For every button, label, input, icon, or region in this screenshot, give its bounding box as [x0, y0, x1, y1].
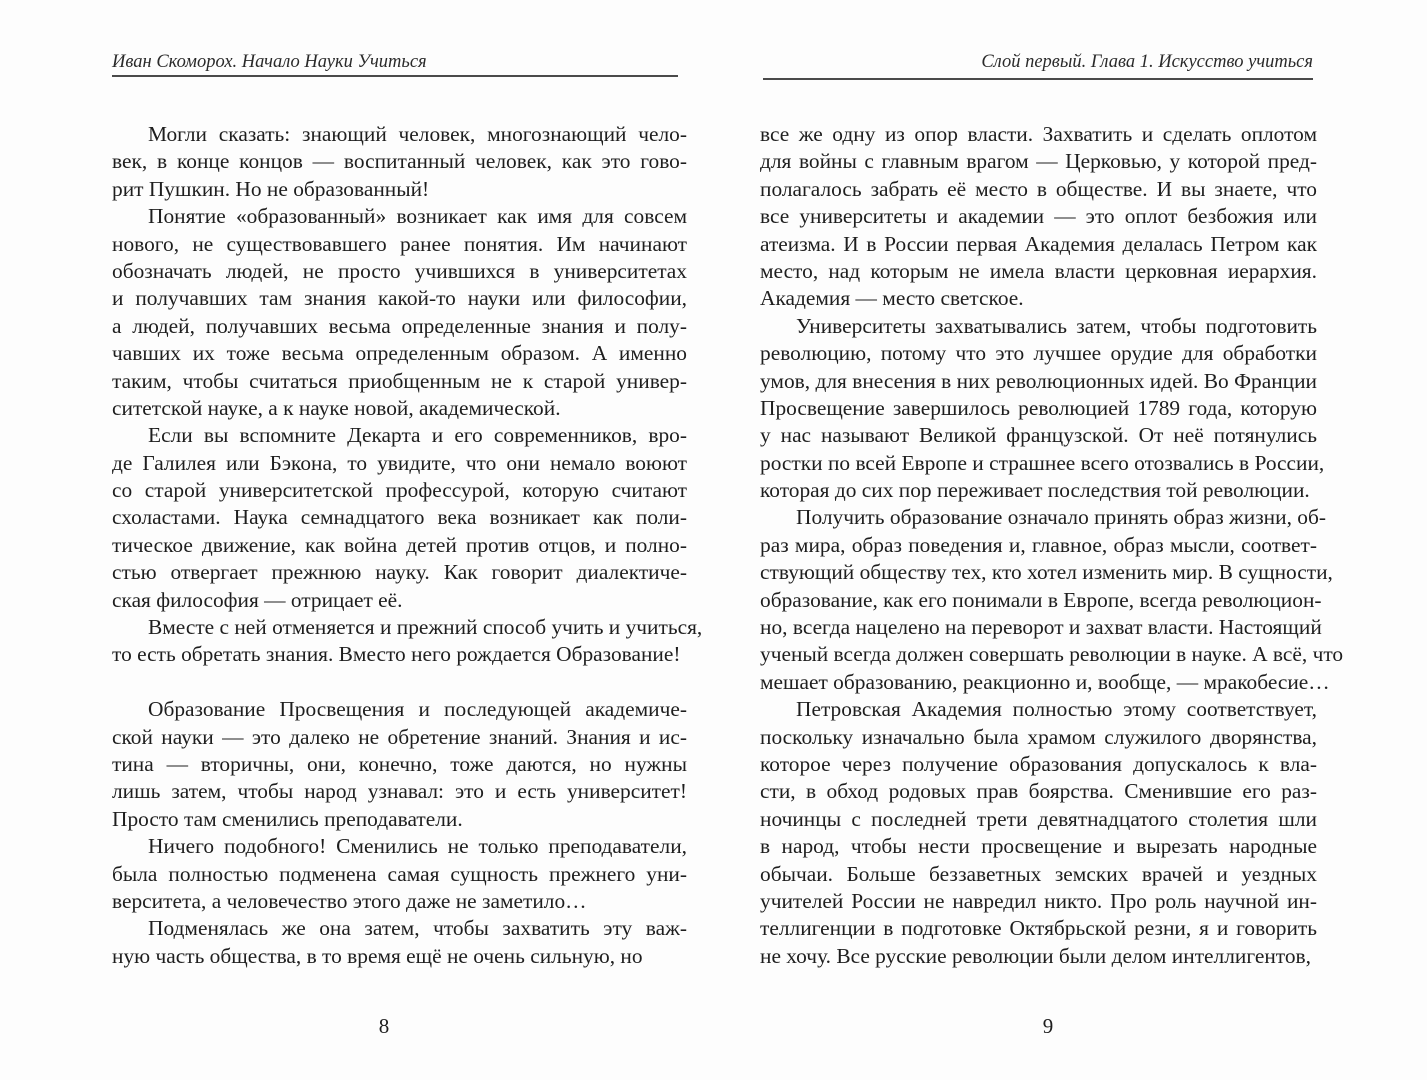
text-line: теллигенции в подготовке Октябрьской резни, я и говорить — [760, 916, 1317, 941]
text-line: стью отвергает прежнюю науку. Как говорит диалектиче- — [112, 560, 687, 585]
text-line: верситета, а человечество этого даже не заметило… — [112, 888, 587, 913]
text-line: ситетской науке, а к науке новой, академической. — [112, 395, 561, 420]
text-line: то есть обретать знания. Вместо него рождается Образование! — [112, 642, 681, 667]
paragraph — [760, 504, 1344, 696]
section-break — [112, 669, 687, 696]
body-text-right — [760, 121, 1344, 970]
paragraph — [760, 313, 1325, 505]
paragraph — [112, 614, 703, 669]
text-line: не хочу. Все русские революции были делом интеллигентов, — [760, 943, 1311, 968]
text-line: которая до сих пор переживает последствия той революции. — [760, 478, 1310, 503]
text-line: образование, как его понимали в Европе, всегда революцион- — [760, 587, 1322, 612]
paragraph — [760, 696, 1317, 970]
text-line: обозначать людей, не просто учившихся в университетах — [112, 258, 687, 283]
right-page — [713, 0, 1427, 1080]
left-page — [0, 0, 713, 1080]
text-line: поскольку изначально была храмом служилого дворянства, — [760, 724, 1317, 749]
page-number-right: 9 — [1042, 1014, 1054, 1038]
header-rule-right — [763, 78, 1313, 80]
text-line: тическое движение, как война детей против отцов, и полно- — [112, 532, 687, 557]
text-line: место, над которым не имела власти церковная иерархия. — [760, 258, 1317, 283]
text-line: и получавших там знания какой-то науки или философии, — [112, 286, 687, 311]
text-line: лишь затем, чтобы народ узнавал: это и есть университет! — [112, 779, 687, 804]
page-number-left: 8 — [378, 1014, 390, 1038]
text-line: век, в конце концов — воспитанный человек, как это гово- — [112, 149, 687, 174]
text-line: Академия — место светское. — [760, 286, 1024, 311]
text-line: де Галилея или Бэкона, то увидите, что они немало воюют — [112, 450, 687, 475]
text-line: Ничего подобного! Сменились не только преподаватели, — [148, 834, 687, 859]
text-line: Образование Просвещения и последующей академиче- — [148, 697, 687, 722]
text-line: ская философия — отрицает её. — [112, 587, 403, 612]
paragraph — [112, 696, 687, 833]
text-line: таким, чтобы считаться приобщенным не к старой универ- — [112, 368, 687, 393]
text-line: в народ, чтобы нести просвещение и вырезать народные — [760, 834, 1317, 859]
text-line: для войны с главным врагом — Церковью, у которой пред- — [760, 149, 1317, 174]
text-line: Понятие «образованный» возникает как имя для совсем — [148, 204, 687, 229]
text-line: Университеты захватывались затем, чтобы подготовить — [796, 313, 1317, 338]
text-line: чавших их тоже весьма определенным образом. А именно — [112, 341, 687, 366]
paragraph — [112, 915, 687, 970]
text-line: Получить образование означало принять образ жизни, об- — [796, 505, 1326, 530]
text-line: все же одну из опор власти. Захватить и сделать оплотом — [760, 122, 1317, 146]
paragraph — [112, 422, 687, 614]
text-line: была полностью подменена самая сущность прежнего уни- — [112, 861, 687, 886]
text-line: тина — вторичны, они, конечно, тоже даются, но нужны — [112, 751, 687, 776]
text-line: но, всегда нацелено на переворот и захват власти. Настоящий — [760, 615, 1322, 640]
paragraph — [112, 121, 687, 203]
text-line: ствующий обществу тех, кто хотел изменить мир. В сущности, — [760, 560, 1333, 585]
text-line: ночинцы с последней трети девятнадцатого столетия шли — [760, 806, 1317, 831]
text-line: атеизма. И в России первая Академия делалась Петром как — [760, 231, 1317, 256]
body-text-left — [112, 121, 703, 970]
text-line: рит Пушкин. Но не образованный! — [112, 176, 430, 201]
text-line: раз мира, образ поведения и, главное, образ мысли, соответ- — [760, 532, 1317, 557]
text-line: все университеты и академии — это оплот безбожия или — [760, 204, 1317, 229]
text-line: ской науки — это далеко не обретение знаний. Знания и ис- — [112, 724, 687, 749]
text-line: Если вы вспомните Декарта и его современников, вро- — [148, 423, 687, 448]
text-line: сти, в обход родовых прав боярства. Сменившие его раз- — [760, 779, 1317, 804]
paragraph — [112, 203, 687, 422]
running-head-left: Иван Скоморох. Начало Науки Учиться — [112, 52, 427, 72]
text-line: Подменялась же она затем, чтобы захватить эту важ- — [148, 916, 687, 941]
text-line: мешает образованию, реакционно и, вообще, — мракобесие… — [760, 669, 1330, 694]
running-head-right: Слой первый. Глава 1. Искусство учиться — [981, 52, 1313, 72]
text-line: Петровская Академия полностью этому соответствует, — [796, 697, 1317, 722]
text-line: обычаи. Больше беззаветных земских врачей и уездных — [760, 861, 1317, 886]
text-line: ную часть общества, в то время ещё не очень сильную, но — [112, 943, 643, 968]
text-line: схоластами. Наука семнадцатого века возникает как поли- — [112, 505, 687, 530]
text-line: которое через получение образования допускалось к вла- — [760, 751, 1317, 776]
text-line: а людей, получавших весьма определенные знания и полу- — [112, 313, 687, 338]
text-line: учителей России не навредил никто. Про роль научной ин- — [760, 888, 1317, 913]
text-line: Просвещение завершилось революцией 1789 года, которую — [760, 395, 1317, 420]
text-line: революцию, потому что это лучшее орудие для обработки — [760, 341, 1317, 366]
header-rule-left — [112, 75, 678, 77]
text-line: со старой университетской профессурой, которую считают — [112, 478, 687, 503]
text-line: полагалось забрать её место в обществе. И вы знаете, что — [760, 176, 1317, 201]
text-line: Просто там сменились преподаватели. — [112, 806, 463, 831]
paragraph — [112, 833, 687, 915]
text-line: нового, не существовавшего ранее понятия. Им начинают — [112, 231, 687, 256]
text-line: Могли сказать: знающий человек, многознающий чело- — [148, 122, 687, 146]
text-line: Вместе с ней отменяется и прежний способ учить и учиться, — [148, 615, 703, 640]
text-line: ученый всегда должен совершать революции в науке. А всё, что — [760, 642, 1344, 667]
text-line: умов, для внесения в них революционных идей. Во Франции — [760, 368, 1317, 393]
text-line: ростки по всей Европе и страшнее всего отозвались в России, — [760, 450, 1325, 475]
paragraph — [760, 121, 1317, 313]
text-line: у нас называют Великой французской. От неё потянулись — [760, 423, 1317, 448]
